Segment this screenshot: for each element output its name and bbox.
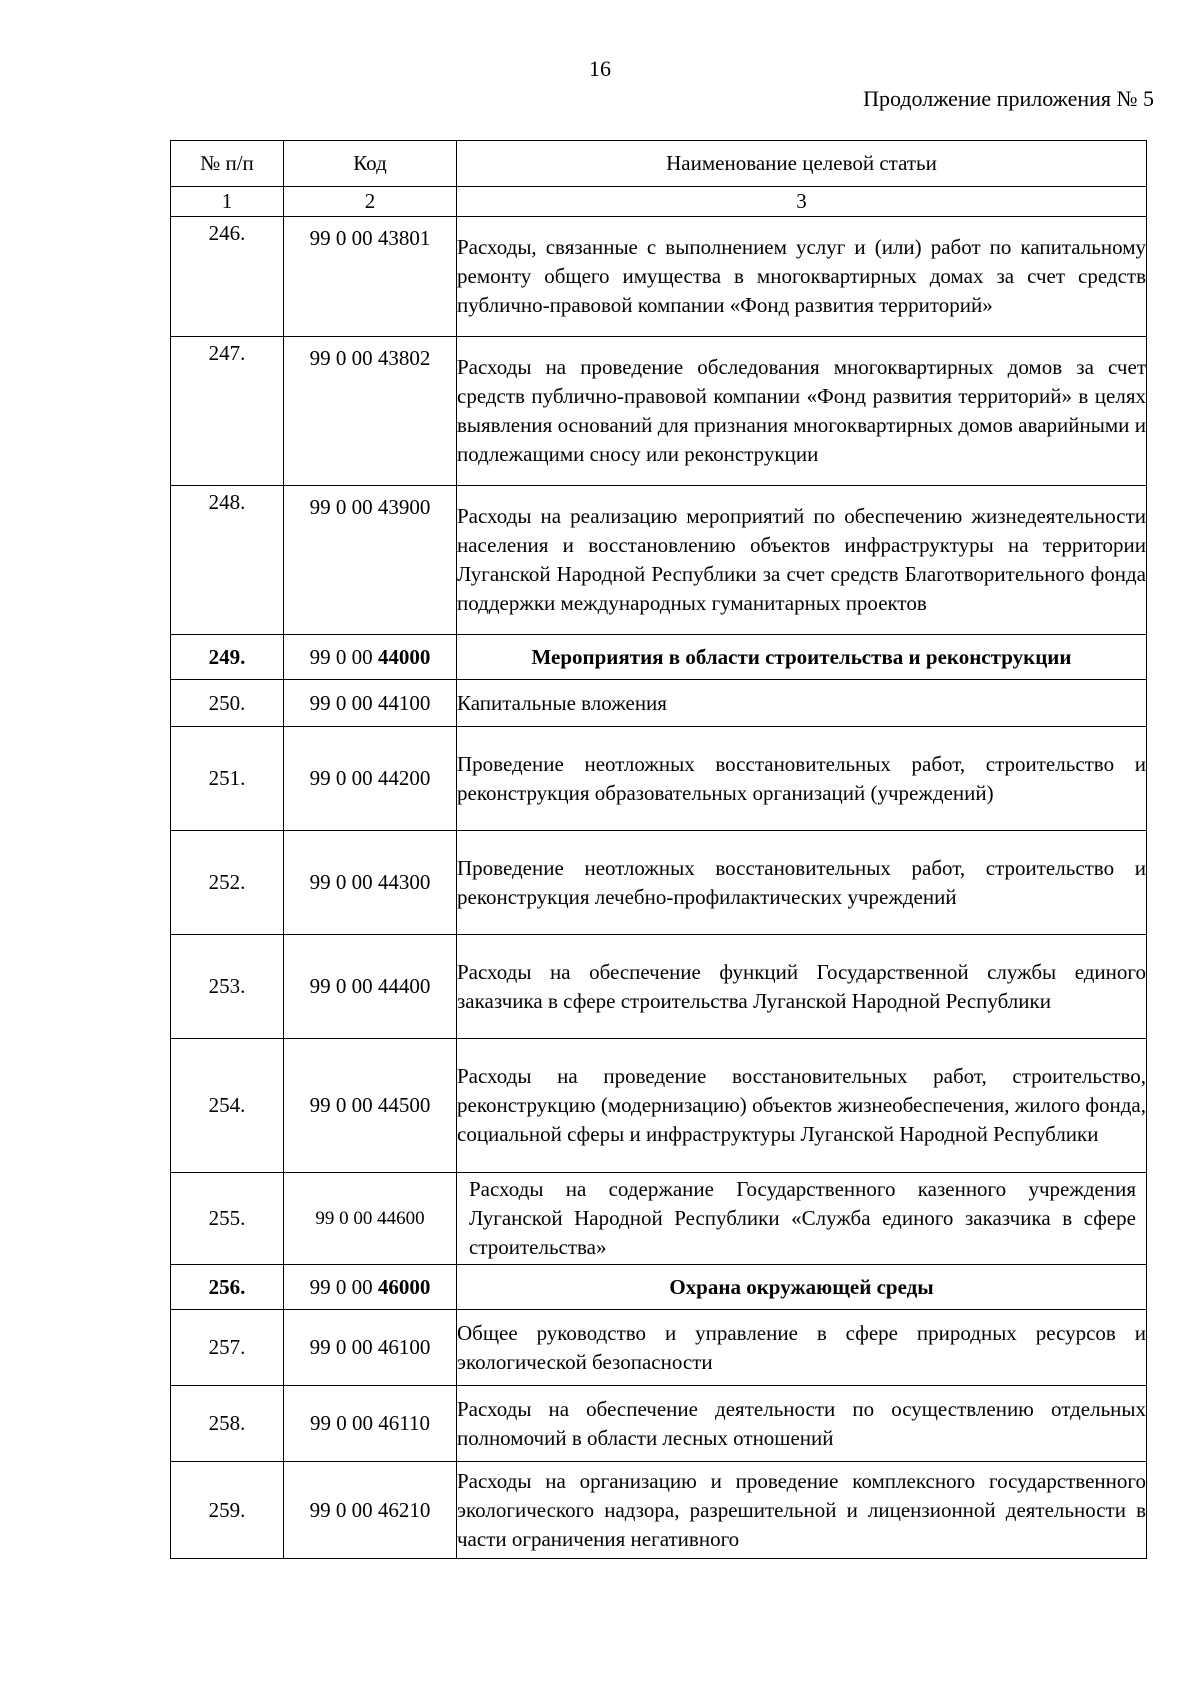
row-code: [284, 1462, 457, 1559]
row-code: [284, 1039, 457, 1173]
code-prefix: 99 0 00 43802: [309, 346, 431, 370]
table-row: [171, 831, 1147, 935]
table-row: [171, 337, 1147, 486]
code-prefix: 99 0 00 44100: [309, 690, 431, 715]
row-name: Расходы на обеспечение деятельности по осуществлению отдельных полномочий в области лесных отношений: [457, 1386, 1147, 1462]
row-name: Расходы на обеспечение функций Государственной службы единого заказчика в сфере строительства Луганской Народной Республики: [457, 935, 1147, 1039]
row-number: 251.: [171, 727, 284, 831]
table-row: [171, 1386, 1147, 1462]
table-row: [171, 1462, 1147, 1559]
row-number: 252.: [171, 831, 284, 935]
row-number: 253.: [171, 935, 284, 1039]
page-number: 16: [589, 56, 611, 81]
row-code: [284, 635, 457, 680]
row-number: 250.: [171, 680, 284, 727]
code-prefix: 99 0 00 44400: [309, 974, 431, 998]
column-number-3: 3: [457, 187, 1147, 217]
code-bold-part: 44000: [377, 644, 431, 669]
column-header-code: Код: [284, 141, 457, 187]
row-name: Расходы на содержание Государственного казенного учреждения Луганской Народной Республики «Служба единого заказчика в сфере строительства»: [457, 1173, 1147, 1265]
table-row-section: [171, 1265, 1147, 1310]
row-code: [284, 217, 457, 337]
table-row: [171, 727, 1147, 831]
code-prefix: 99 0 00 44500: [309, 1093, 431, 1117]
row-code: [284, 1265, 457, 1310]
table-row: [171, 680, 1147, 727]
code-prefix: 99 0 00 43801: [309, 226, 431, 250]
row-code: [284, 486, 457, 635]
column-header-name: Наименование целевой статьи: [457, 141, 1147, 187]
table-row: [171, 1173, 1147, 1265]
row-number: 246.: [171, 217, 284, 337]
code-prefix: 99 0 00 46210: [309, 1497, 431, 1522]
row-number: 259.: [171, 1462, 284, 1559]
table-row: [171, 1039, 1147, 1173]
table-row: [171, 486, 1147, 635]
table-row: [171, 1310, 1147, 1386]
row-code: [284, 337, 457, 486]
code-prefix: 99 0 00 46100: [309, 1335, 431, 1359]
code-prefix: 99 0 00: [309, 644, 378, 669]
column-number-2: 2: [284, 187, 457, 217]
row-name: Капитальные вложения: [457, 680, 1147, 727]
row-number: 248.: [171, 486, 284, 635]
table-header-row: [171, 141, 1147, 187]
row-code: [284, 1173, 457, 1265]
row-number: 249.: [171, 635, 284, 680]
row-number: 247.: [171, 337, 284, 486]
section-title: Мероприятия в области строительства и реконструкции: [457, 635, 1147, 680]
appendix-continuation-note: Продолжение приложения № 5: [863, 86, 1154, 111]
column-header-number: № п/п: [171, 141, 284, 187]
row-code: [284, 935, 457, 1039]
row-name: Общее руководство и управление в сфере природных ресурсов и экологической безопасности: [457, 1310, 1147, 1386]
row-number: 256.: [171, 1265, 284, 1310]
code-prefix: 99 0 00 44300: [309, 870, 431, 894]
code-prefix: 99 0 00 46110: [310, 1411, 430, 1435]
row-name: Расходы на организацию и проведение комплексного государственного экологического надзора, разрешительной и лицензионной деятельности в части ограничения негативного: [457, 1462, 1147, 1559]
table-row: [171, 217, 1147, 337]
row-name: Расходы на проведение восстановительных работ, строительство, реконструкцию (модернизацию) объектов жизнеобеспечения, жилого фонда, социальной сферы и инфраструктуры Луганской Народной Республики: [457, 1039, 1147, 1173]
row-code: [284, 1386, 457, 1462]
code-prefix: 99 0 00: [309, 1274, 378, 1299]
code-prefix: 99 0 00 44600: [315, 1208, 425, 1229]
row-number: 258.: [171, 1386, 284, 1462]
row-name: Расходы на проведение обследования многоквартирных домов за счет средств публично-правовой компании «Фонд развития территорий» в целях выявления оснований для признания многоквартирных домов аварийными и подлежащими сносу или реконструкции: [457, 337, 1147, 486]
row-number: 255.: [171, 1173, 284, 1265]
table-row: [171, 935, 1147, 1039]
code-bold-part: 46000: [377, 1274, 431, 1299]
row-name: Проведение неотложных восстановительных работ, строительство и реконструкция лечебно-профилактических учреждений: [457, 831, 1147, 935]
column-number-1: 1: [171, 187, 284, 217]
row-name: Проведение неотложных восстановительных работ, строительство и реконструкция образовательных организаций (учреждений): [457, 727, 1147, 831]
row-number: 254.: [171, 1039, 284, 1173]
row-code: [284, 680, 457, 727]
column-number-row: [171, 187, 1147, 217]
row-code: [284, 1310, 457, 1386]
row-name: Расходы на реализацию мероприятий по обеспечению жизнедеятельности населения и восстановлению объектов инфраструктуры на территории Луганской Народной Республики за счет средств Благотворительного фонда поддержки международных гуманитарных проектов: [457, 486, 1147, 635]
row-name: Расходы, связанные с выполнением услуг и (или) работ по капитальному ремонту общего имущества в многоквартирных домах за счет средств публично-правовой компании «Фонд развития территорий»: [457, 217, 1147, 337]
row-code: [284, 831, 457, 935]
code-prefix: 99 0 00 43900: [309, 495, 431, 519]
code-prefix: 99 0 00 44200: [309, 766, 431, 790]
section-title: Охрана окружающей среды: [457, 1265, 1147, 1310]
row-number: 257.: [171, 1310, 284, 1386]
row-code: [284, 727, 457, 831]
table-row-section: [171, 635, 1147, 680]
target-articles-table: [170, 140, 1147, 1559]
